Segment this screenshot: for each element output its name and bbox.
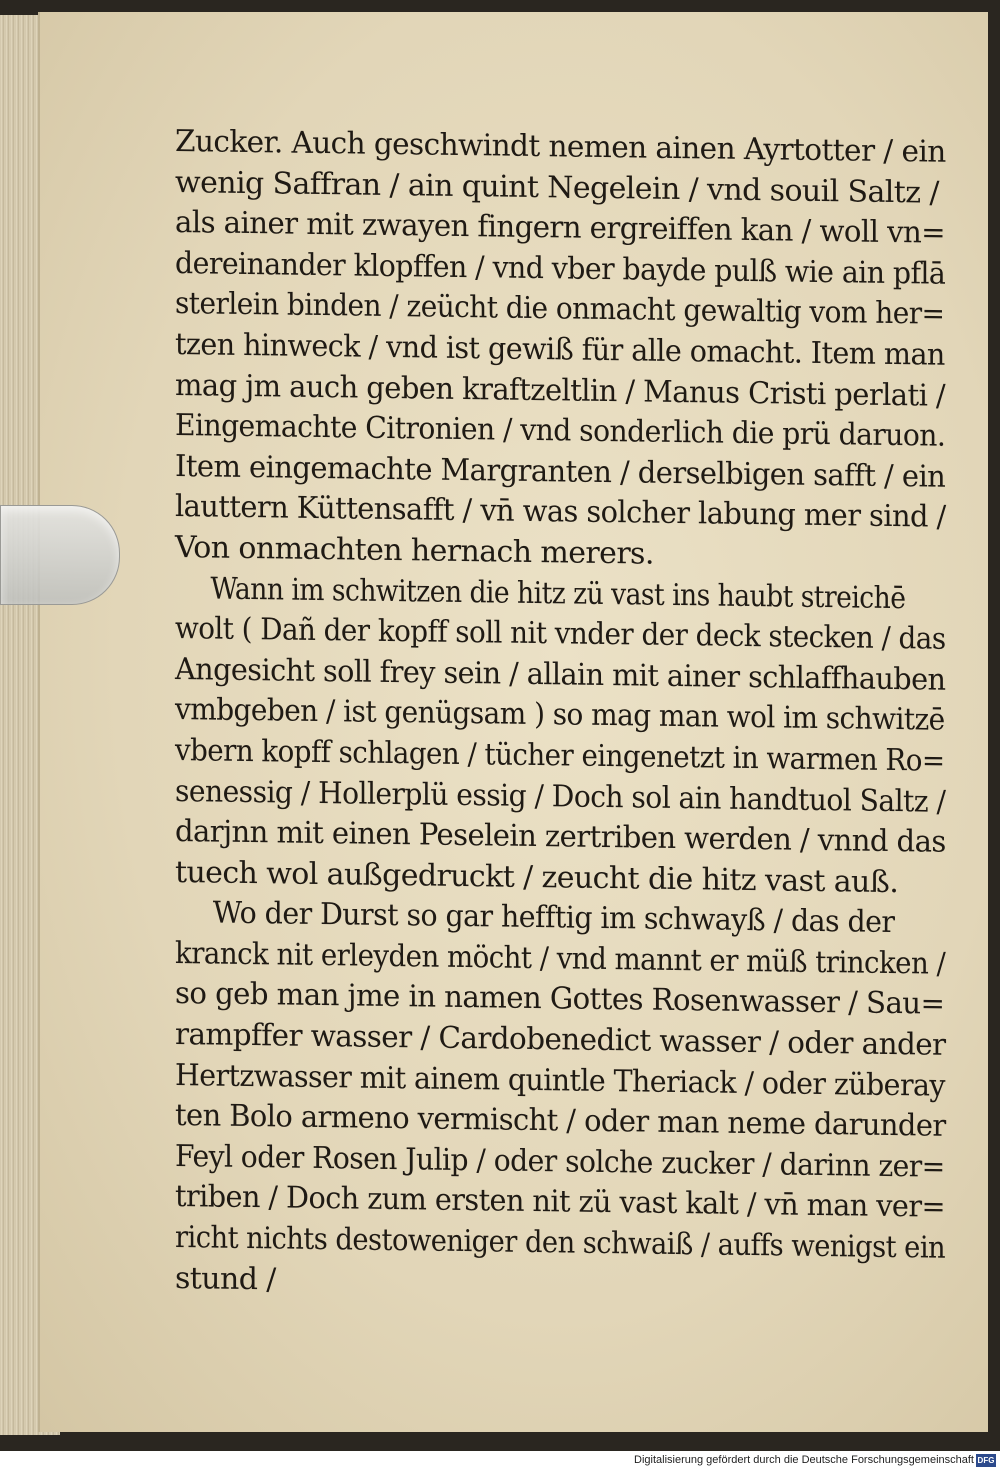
text-line: richt nichts destoweniger den schwaiß / auffs wenigst ein <box>175 1220 946 1266</box>
text-line: als ainer mit zwayen fingern ergreiffen kan / woll vn= <box>175 205 946 251</box>
page-clip <box>0 505 120 605</box>
text-line: so geb man jme in namen Gottes Rosenwasser / Sau= <box>175 976 945 1023</box>
text-line: tzen hinweck / vnd ist gewiß für alle omacht. Item man <box>175 326 945 373</box>
text-line: tuech wol außgedruckt / zeucht die hitz vast auß. <box>175 854 899 900</box>
text-line: darjnn mit einen Peselein zertriben werden / vnnd das <box>175 814 946 860</box>
text-line: vmbgeben / ist genügsam ) so mag man wol im schwitzē <box>175 692 945 739</box>
text-line: Zucker. Auch geschwindt nemen ainen Ayrtotter / ein <box>175 124 946 170</box>
text-line: Von onmachten hernach merers. <box>175 529 654 572</box>
text-line: stund / <box>175 1260 276 1298</box>
footer-bar <box>0 1451 1000 1471</box>
text-line: triben / Doch zum ersten nit zü vast kalt / vn̄ man ver= <box>175 1179 945 1226</box>
text-line: wolt ( Dañ der kopff soll nit vnder der deck stecken / das <box>175 611 946 657</box>
text-line: sterlein binden / zeücht die onmacht gewaltig vom her= <box>175 286 945 333</box>
text-line: rampffer wasser / Cardobenedict wasser / oder ander <box>175 1017 946 1063</box>
text-line: Item eingemachte Margranten / derselbigen safft / ein <box>175 448 946 495</box>
text-line: Feyl oder Rosen Julip / oder solche zucker / darinn zer= <box>175 1138 945 1185</box>
page-text <box>175 122 945 1310</box>
text-line: lauttern Küttensafft / vn̄ was solcher labung mer sind / <box>175 489 946 536</box>
text-line: wenig Saffran / ain quint Negelein / vnd souil Saltz / <box>175 164 939 211</box>
text-line: Wann im schwitzen die hitz zü vast ins haubt streichē <box>210 571 906 616</box>
text-line: senessig / Hollerplü essig / Doch sol ain handtuol Saltz / <box>175 773 946 820</box>
text-line: Wo der Durst so gar hefftig im schwayß / das der <box>212 895 895 941</box>
footer-credit: Digitalisierung gefördert durch die Deutsche Forschungsgemeinschaft <box>634 1454 974 1466</box>
text-line: kranck nit erleyden möcht / vnd mannt er müß trincken / <box>175 935 946 982</box>
text-line: Angesicht soll frey sein / allain mit ainer schlaffhauben <box>175 651 946 698</box>
dfg-logo: DFG <box>977 1456 995 1465</box>
text-line: Eingemachte Citronien / vnd sonderlich die prü daruon. <box>175 408 946 454</box>
text-line: ten Bolo armeno vermischt / oder man neme darunder <box>175 1098 946 1145</box>
text-line: Hertzwasser mit ainem quintle Theriack / oder züberay <box>175 1057 945 1104</box>
text-line: vbern kopff schlagen / tücher eingenetzt in warmen Ro= <box>175 732 945 779</box>
text-line: mag jm auch geben kraftzeltlin / Manus Cristi perlati / <box>175 367 946 414</box>
text-line: dereinander klopffen / vnd vber bayde pulß wie ain pflā <box>175 245 946 292</box>
